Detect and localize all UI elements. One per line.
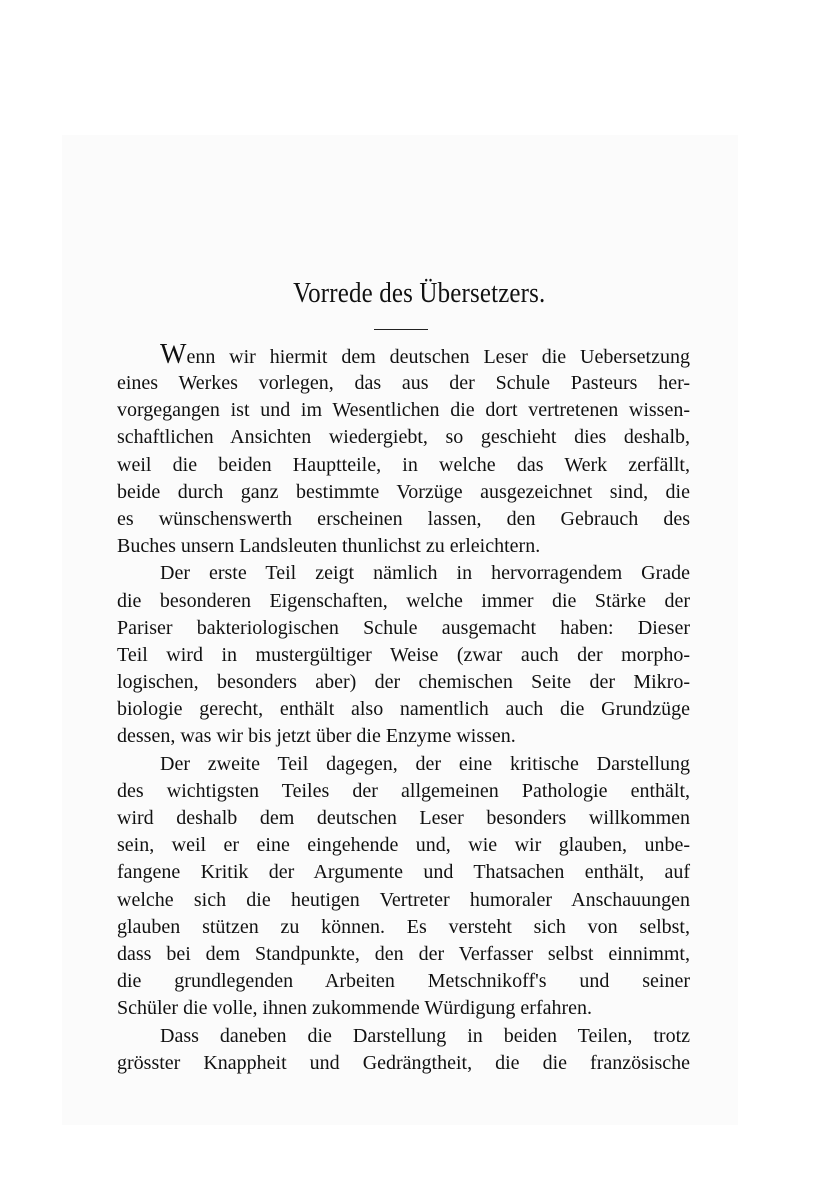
text-line: es wünschenswerth erscheinen lassen, den Gebrauch des [117, 507, 690, 530]
drop-line-rest: enn wir hiermit dem deutschen Leser die Uebersetzung [186, 346, 690, 368]
text-line: weil die beiden Hauptteile, in welche das Werk zerfällt, [117, 453, 690, 476]
text-line: Teil wird in mustergültiger Weise (zwar auch der morpho- [117, 643, 690, 666]
text-line: Pariser bakteriologischen Schule ausgemacht haben: Dieser [117, 616, 690, 639]
text-line: Schüler die volle, ihnen zukommende Würdigung erfahren. [117, 997, 593, 1020]
text-line: des wichtigsten Teiles der allgemeinen Pathologie enthält, [117, 779, 690, 802]
text-line: vorgegangen ist und im Wesentlichen die dort vertretenen wissen- [117, 399, 690, 422]
text-line: dass bei dem Standpunkte, den der Verfasser selbst einnimmt, [117, 942, 690, 965]
text-line [117, 340, 690, 370]
text-line: schaftlichen Ansichten wiedergiebt, so geschieht dies deshalb, [117, 426, 690, 449]
text-line: dessen, was wir bis jetzt über die Enzyme wissen. [117, 725, 516, 748]
text-line: Dass daneben die Darstellung in beiden Teilen, trotz [160, 1024, 690, 1047]
text-line: wird deshalb dem deutschen Leser besonders willkommen [117, 807, 690, 829]
text-line: Buches unsern Landsleuten thunlichst zu erleichtern. [117, 535, 541, 558]
text-line: die besonderen Eigenschaften, welche immer die Stärke der [117, 589, 690, 612]
text-line: eines Werkes vorlegen, das aus der Schule Pasteurs her- [117, 372, 690, 394]
title-rule [374, 329, 428, 330]
body-text [117, 340, 690, 1077]
text-line: Der zweite Teil dagegen, der eine kritische Darstellung [160, 752, 690, 775]
drop-cap: W [160, 339, 187, 370]
text-line: die grundlegenden Arbeiten Metschnikoff's und seiner [117, 970, 690, 993]
text-line: grösster Knappheit und Gedrängtheit, die die französische [117, 1051, 690, 1074]
text-line: sein, weil er eine eingehende und, wie wir glauben, unbe- [117, 834, 690, 857]
page-title: Vorrede des Übersetzers. [293, 277, 546, 309]
text-line: fangene Kritik der Argumente und Thatsachen enthält, auf [117, 861, 690, 884]
text-line: logischen, besonders aber) der chemischen Seite der Mikro- [117, 671, 690, 694]
text-line: biologie gerecht, enthält also namentlich auch die Grundzüge [117, 698, 690, 721]
text-line: glauben stützen zu können. Es versteht sich von selbst, [117, 915, 690, 938]
text-line: welche sich die heutigen Vertreter humoraler Anschauungen [117, 888, 690, 911]
text-line: beide durch ganz bestimmte Vorzüge ausgezeichnet sind, die [117, 480, 690, 503]
text-line: Der erste Teil zeigt nämlich in hervorragendem Grade [160, 562, 690, 585]
